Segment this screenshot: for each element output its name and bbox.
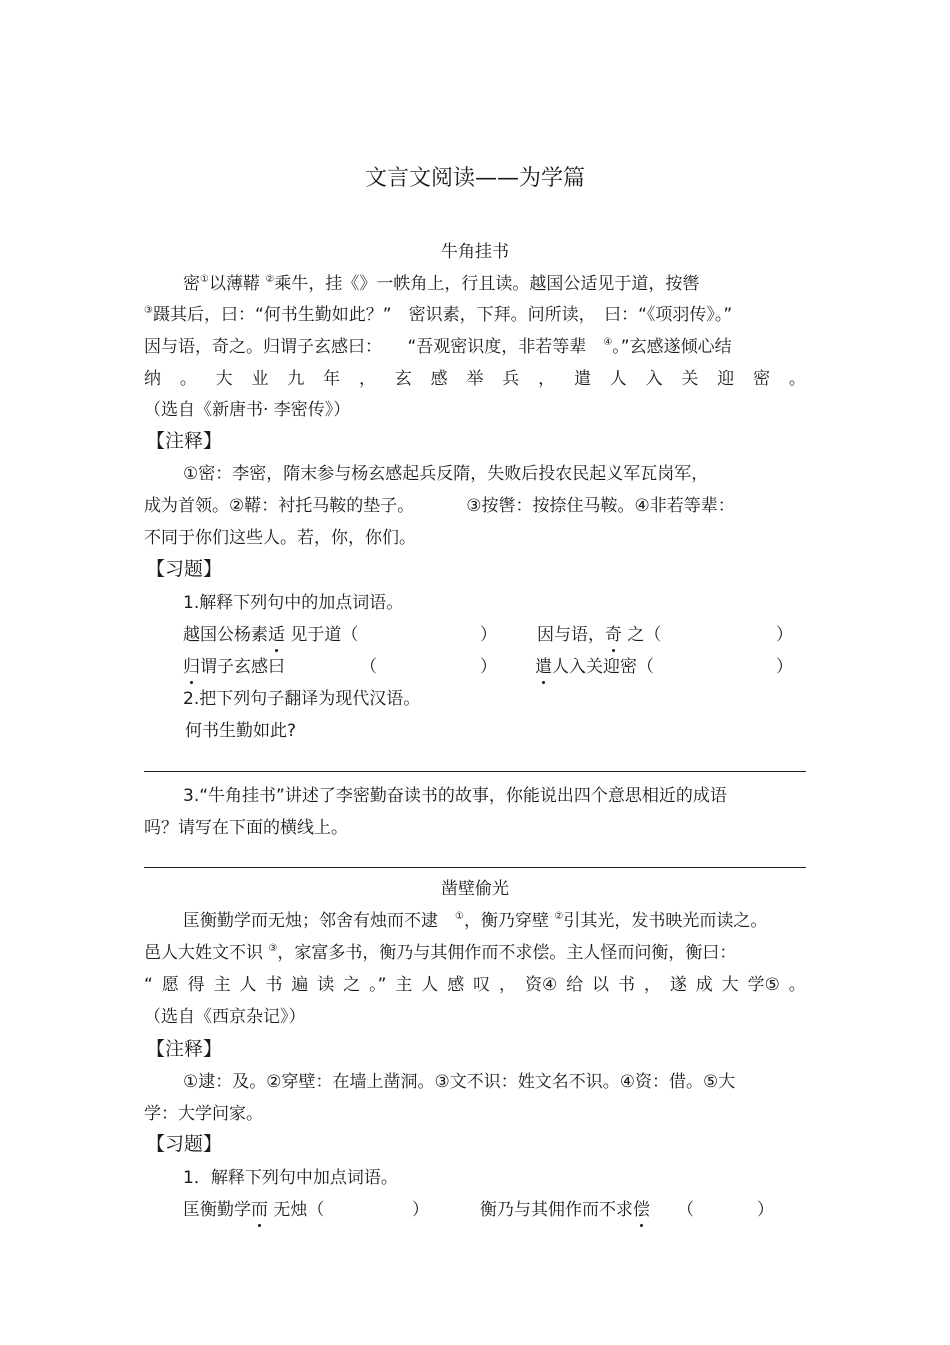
justified-char: 关: [681, 369, 699, 389]
justified-char: 纳: [144, 369, 161, 389]
justified-char: 感: [447, 975, 465, 995]
story1-source: （选自《新唐书· 李密传》）: [144, 400, 351, 420]
justified-char: 业: [251, 369, 269, 389]
answer-line[interactable]: [144, 771, 806, 772]
justified-char: 。”: [369, 975, 387, 995]
footnote-ref-4: ④: [603, 337, 613, 348]
story1-q2-sentence: 何书生勤如此?: [185, 721, 297, 741]
justified-char: 以: [592, 975, 610, 995]
story1-note-line1: ①密：李密，隋末参与杨玄感起兵反隋，失败后投农民起义军瓦岗军，: [183, 464, 709, 484]
justified-char: 年: [323, 369, 341, 389]
justified-char: 兵: [502, 369, 520, 389]
justified-char: 遂: [669, 975, 687, 995]
justified-char: 人: [421, 975, 439, 995]
story1-notes-heading: 【注释】: [146, 430, 223, 452]
story1-q2-prompt: 2.把下列句子翻译为现代汉语。: [183, 689, 421, 709]
story1-note-line3: 不同于你们这些人。若，你，你们。: [144, 528, 416, 548]
story2-note-line2: 学：大学问家。: [144, 1104, 263, 1124]
justified-char: ，: [499, 975, 517, 995]
justified-char: 给: [566, 975, 584, 995]
justified-char: 之: [343, 975, 361, 995]
story2-exercise-heading: 【习题】: [146, 1133, 223, 1155]
story1-note-line2: 成为首领。②鞯：衬托马鞍的垫子。 ③按辔：按捺住马鞍。④非若等辈：: [144, 496, 735, 516]
footnote-ref-1: ①: [200, 274, 209, 285]
justified-char: 。: [179, 369, 197, 389]
footnote-ref-2: ②: [265, 274, 275, 285]
justified-char: 愿: [161, 975, 179, 995]
story1-text-line3: 因与语，奇之。归谓子玄感曰： “吾观密识度，非若等辈 ④。”玄感遂倾心结: [144, 337, 732, 357]
justified-char: 感: [430, 369, 448, 389]
story2-note-line1: ①逮：及。②穿壁：在墙上凿洞。③文不识：姓文名不识。④资：借。⑤大: [183, 1072, 736, 1092]
justified-char: 入: [645, 369, 663, 389]
justified-char: 遣: [573, 369, 591, 389]
story2-text-line3: [144, 973, 806, 997]
story2-text-line2: 邑人大姓文不识 ③，家富多书，衡乃与其佣作而不求偿。主人怪而问衡，衡曰：: [144, 943, 737, 963]
story1-title: 牛角挂书: [441, 242, 509, 262]
story1-text-line4: [144, 367, 806, 391]
story1-q1-prompt: 1.解释下列句中的加点词语。: [183, 593, 404, 613]
justified-char: “: [144, 975, 153, 995]
justified-char: 叹: [473, 975, 491, 995]
justified-char: 主: [395, 975, 413, 995]
justified-char: 迎: [717, 369, 735, 389]
justified-char: 书: [617, 975, 635, 995]
justified-char: 。: [788, 369, 806, 389]
justified-char: 成: [695, 975, 713, 995]
story2-title: 凿壁偷光: [441, 879, 509, 899]
justified-char: 举: [466, 369, 484, 389]
footnote-ref-3: ③: [144, 305, 153, 316]
justified-char: 人: [609, 369, 627, 389]
justified-char: ，: [538, 369, 556, 389]
story1-exercise-heading: 【习题】: [146, 558, 223, 580]
footnote-ref-1: ①: [455, 911, 464, 922]
justified-char: 读: [317, 975, 335, 995]
story2-q1-prompt: 1．解释下列句中加点词语。: [183, 1168, 398, 1188]
page-title: 文言文阅读——为学篇: [364, 166, 585, 191]
justified-char: 书: [265, 975, 283, 995]
justified-char: 人: [239, 975, 257, 995]
story2-text-line1: 匡衡勤学而无烛；邻舍有烛而不逮 ①，衡乃穿壁 ②引其光，发书映光而读之。: [183, 911, 768, 931]
story1-text-line1: 密①以薄鞯 ②乘牛，挂《》一帙角上，行且读。越国公适见于道，按辔: [183, 274, 700, 294]
story1-q3-line1: 3.“牛角挂书”讲述了李密勤奋读书的故事，你能说出四个意思相近的成语: [183, 786, 727, 806]
justified-char: 。: [788, 975, 806, 995]
justified-char: 学⑤: [747, 975, 780, 995]
justified-char: ，: [358, 369, 376, 389]
footnote-ref-3: ③: [268, 943, 278, 954]
justified-char: 得: [187, 975, 205, 995]
justified-char: 玄: [394, 369, 412, 389]
justified-char: 主: [213, 975, 231, 995]
footnote-ref-2: ②: [554, 911, 564, 922]
story2-source: （选自《西京杂记》）: [144, 1007, 306, 1027]
story2-notes-heading: 【注释】: [146, 1038, 223, 1060]
justified-char: ，: [643, 975, 661, 995]
justified-char: 密: [753, 369, 771, 389]
justified-char: 资④: [524, 975, 558, 995]
answer-line[interactable]: [144, 867, 806, 868]
story1-text-line2: ③蹑其后，曰：“何书生勤如此？” 密识素，下拜。问所读， 曰：“《项羽传》。”: [144, 305, 733, 325]
justified-char: 九: [287, 369, 305, 389]
justified-char: 遍: [291, 975, 309, 995]
justified-char: 大: [215, 369, 233, 389]
justified-char: 大: [721, 975, 739, 995]
story1-q3-line2: 吗？请写在下面的横线上。: [144, 818, 348, 838]
